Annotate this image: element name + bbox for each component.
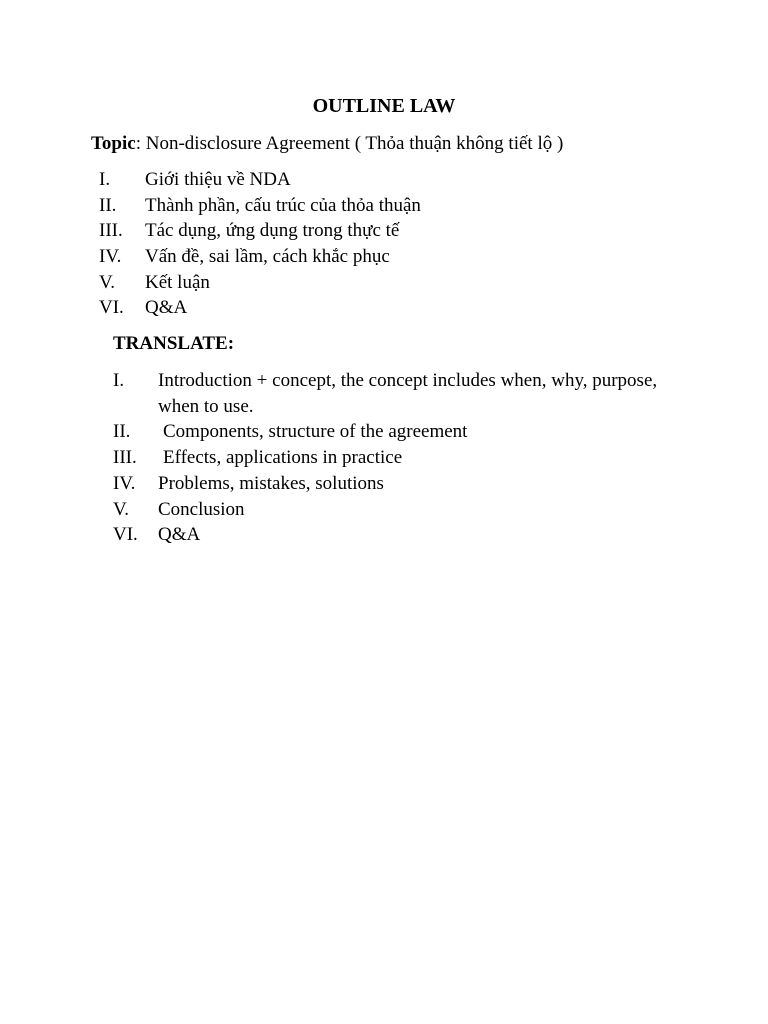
list-item-number: V. xyxy=(113,498,130,520)
list-item-text: Vấn đề, sai lầm, cách khắc phục xyxy=(145,246,390,268)
topic-line xyxy=(91,132,563,156)
outline-list xyxy=(99,168,421,322)
list-item xyxy=(113,419,673,445)
translate-heading: TRANSLATE: xyxy=(113,333,235,354)
list-item xyxy=(99,271,421,297)
list-item-text: Problems, mistakes, solutions xyxy=(158,472,384,494)
list-item-number: II. xyxy=(99,194,117,216)
list-item-text: Thành phần, cấu trúc của thỏa thuận xyxy=(145,194,421,216)
list-item-number: III. xyxy=(113,447,137,469)
page-title: OUTLINE LAW xyxy=(312,95,456,117)
list-item-text: Kết luận xyxy=(145,271,210,293)
translate-list xyxy=(113,368,673,548)
list-item-text: Tác dụng, ứng dụng trong thực tế xyxy=(145,220,400,242)
list-item-number: I. xyxy=(99,169,111,190)
list-item-number: VI. xyxy=(99,297,124,319)
list-item-text: Components, structure of the agreement xyxy=(163,421,468,443)
list-item-number: I. xyxy=(113,370,125,391)
list-item-number: IV. xyxy=(99,246,122,268)
list-item xyxy=(99,245,421,271)
topic-label: Topic xyxy=(91,133,136,154)
list-item xyxy=(99,219,421,245)
list-item-number: V. xyxy=(99,271,116,293)
list-item xyxy=(113,471,673,497)
list-item-text: Giới thiệu về NDA xyxy=(145,169,291,190)
list-item xyxy=(113,497,673,523)
list-item xyxy=(113,522,673,548)
list-item-text: Effects, applications in practice xyxy=(163,447,403,469)
list-item xyxy=(99,194,421,220)
list-item xyxy=(113,445,673,471)
list-item-number: II. xyxy=(113,421,131,443)
list-item xyxy=(113,368,673,419)
list-item-text: Introduction + concept, the concept includes when, why, purpose, when to use. xyxy=(158,370,658,417)
list-item xyxy=(99,296,421,322)
list-item-number: III. xyxy=(99,220,123,242)
list-item-text: Q&A xyxy=(158,524,201,546)
list-item-text: Q&A xyxy=(145,297,188,319)
list-item xyxy=(99,168,421,194)
list-item-text: Conclusion xyxy=(158,498,245,520)
list-item-number: IV. xyxy=(113,472,136,494)
list-item-number: VI. xyxy=(113,524,138,546)
topic-text: : Non-disclosure Agreement ( Thỏa thuận không tiết lộ ) xyxy=(135,133,564,154)
